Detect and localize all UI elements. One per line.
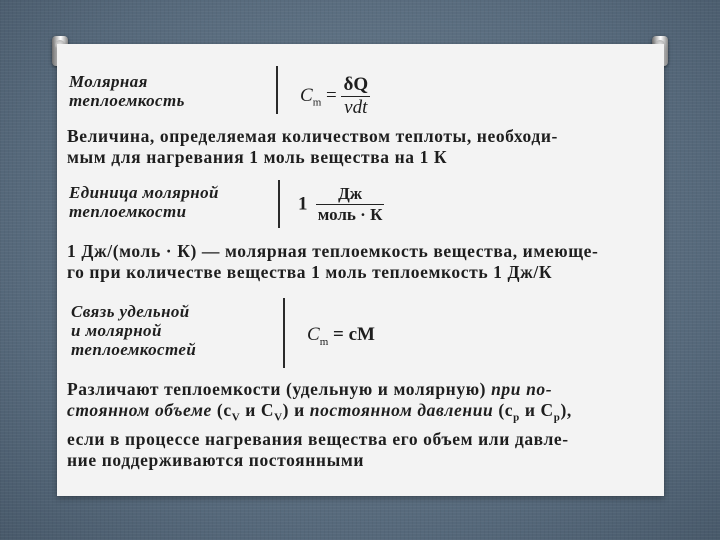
text-run-italic: при по- xyxy=(491,379,553,399)
unit-coefficient: 1 xyxy=(298,193,308,215)
fraction-numerator: δQ xyxy=(343,74,369,95)
formula-rhs: = cM xyxy=(333,324,375,345)
paragraph-line: 1 Дж/(моль · К) — молярная теплоемкость вещества, имеюще- xyxy=(67,241,599,261)
paragraph-line: мым для нагревания 1 моль вещества на 1 К xyxy=(67,147,448,167)
text-run-italic: постоянном давлении xyxy=(309,400,494,420)
molar-heat-label xyxy=(69,72,185,110)
label-line: теплоемкости xyxy=(69,202,187,221)
molar-heat-formula xyxy=(300,74,370,119)
divider-line xyxy=(276,66,278,114)
paragraph-line xyxy=(67,400,572,429)
fraction-numerator: Дж xyxy=(316,184,385,205)
definition-paragraph xyxy=(67,126,558,168)
label-line: теплоемкость xyxy=(69,91,185,110)
slide-page xyxy=(57,44,664,496)
unit-fraction xyxy=(316,184,385,225)
fraction-denominator: νdt xyxy=(344,97,368,118)
text-run: (c xyxy=(211,400,232,420)
subscript: V xyxy=(231,411,241,424)
divider-line xyxy=(278,180,280,228)
text-run: ), xyxy=(560,400,572,420)
text-run: Различают теплоемкости (удельную и молярную) xyxy=(67,379,492,399)
label-line: Молярная xyxy=(69,72,148,91)
formula-symbol: C xyxy=(307,324,320,345)
label-line: теплоемкостей xyxy=(71,340,197,359)
text-run-italic: стоянном объеме xyxy=(67,400,212,420)
fraction-denominator: моль · К xyxy=(317,205,383,224)
text-run: ) и xyxy=(282,400,310,420)
label-line: Связь удельной xyxy=(71,302,190,321)
relation-label xyxy=(71,302,196,359)
paragraph-line xyxy=(67,379,572,400)
text-run: и C xyxy=(240,400,275,420)
formula-fraction xyxy=(341,74,370,119)
subscript: p xyxy=(513,411,520,424)
label-line: Единица молярной xyxy=(69,183,219,202)
formula-subscript: m xyxy=(319,335,329,348)
unit-label xyxy=(69,183,219,221)
unit-definition-paragraph xyxy=(67,241,598,283)
paragraph-line: ние поддерживаются постоянными xyxy=(67,449,365,470)
note-paragraph xyxy=(67,379,572,471)
formula-symbol: C xyxy=(300,84,313,106)
subscript: V xyxy=(274,411,283,424)
divider-line xyxy=(283,298,285,368)
label-line: и молярной xyxy=(71,321,162,340)
unit-formula xyxy=(298,184,384,225)
paragraph-line: го при количестве вещества 1 моль теплоемкость 1 Дж/К xyxy=(67,262,553,282)
paragraph-line: Величина, определяемая количеством теплоты, необходи- xyxy=(67,126,558,146)
subscript: p xyxy=(553,411,561,424)
formula-equals: = xyxy=(326,84,337,106)
formula-subscript: m xyxy=(312,96,322,109)
text-run: (c xyxy=(493,400,514,420)
relation-formula xyxy=(307,324,375,348)
text-run: и C xyxy=(519,400,554,420)
paragraph-line: если в процессе нагревания вещества его объем или давле- xyxy=(67,428,569,449)
